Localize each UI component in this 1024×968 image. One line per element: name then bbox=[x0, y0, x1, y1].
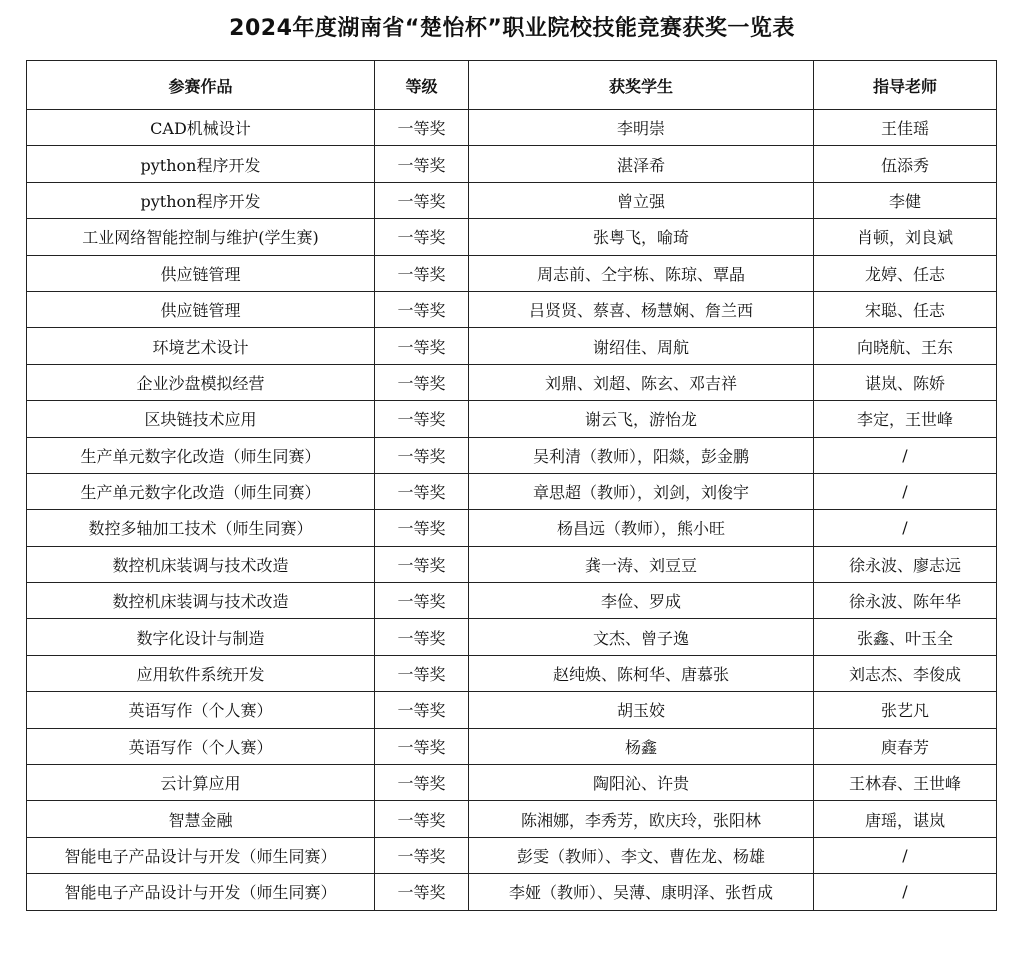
cell-students: 李明崇 bbox=[469, 110, 814, 146]
cell-teachers: 李定，王世峰 bbox=[814, 401, 997, 437]
table-row bbox=[27, 182, 997, 218]
column-header-teachers: 指导老师 bbox=[814, 61, 997, 110]
cell-work: 数控机床装调与技术改造 bbox=[27, 583, 375, 619]
cell-teachers: 谌岚、陈娇 bbox=[814, 364, 997, 400]
cell-level: 一等奖 bbox=[375, 874, 469, 910]
cell-work: 智慧金融 bbox=[27, 801, 375, 837]
cell-students: 赵纯焕、陈柯华、唐慕张 bbox=[469, 655, 814, 691]
table-row bbox=[27, 583, 997, 619]
table-row bbox=[27, 837, 997, 873]
cell-level: 一等奖 bbox=[375, 583, 469, 619]
cell-level: 一等奖 bbox=[375, 364, 469, 400]
cell-students: 文杰、曾子逸 bbox=[469, 619, 814, 655]
award-table bbox=[26, 60, 997, 911]
cell-students: 陶阳沁、许贵 bbox=[469, 765, 814, 801]
cell-students: 胡玉姣 bbox=[469, 692, 814, 728]
table-header-row bbox=[27, 61, 997, 110]
cell-teachers: 向晓航、王东 bbox=[814, 328, 997, 364]
cell-students: 吕贤贤、蔡喜、杨慧娴、詹兰西 bbox=[469, 291, 814, 327]
cell-level: 一等奖 bbox=[375, 437, 469, 473]
cell-level: 一等奖 bbox=[375, 328, 469, 364]
cell-work: 数字化设计与制造 bbox=[27, 619, 375, 655]
cell-students: 周志前、仝宇栋、陈琼、覃晶 bbox=[469, 255, 814, 291]
table-row bbox=[27, 510, 997, 546]
table-row bbox=[27, 146, 997, 182]
cell-level: 一等奖 bbox=[375, 182, 469, 218]
cell-teachers: 徐永波、廖志远 bbox=[814, 546, 997, 582]
cell-level: 一等奖 bbox=[375, 473, 469, 509]
cell-teachers: / bbox=[814, 837, 997, 873]
table-row bbox=[27, 692, 997, 728]
cell-level: 一等奖 bbox=[375, 110, 469, 146]
cell-teachers: 龙婷、任志 bbox=[814, 255, 997, 291]
cell-teachers: 李健 bbox=[814, 182, 997, 218]
cell-students: 谢绍佳、周航 bbox=[469, 328, 814, 364]
table-row bbox=[27, 364, 997, 400]
document-title: 2024年度湖南省“楚怡杯”职业院校技能竞赛获奖一览表 bbox=[229, 16, 795, 41]
cell-level: 一等奖 bbox=[375, 837, 469, 873]
cell-teachers: 庾春芳 bbox=[814, 728, 997, 764]
cell-students: 湛泽希 bbox=[469, 146, 814, 182]
cell-students: 谢云飞，游怡龙 bbox=[469, 401, 814, 437]
cell-work: 智能电子产品设计与开发（师生同赛） bbox=[27, 837, 375, 873]
column-header-level: 等级 bbox=[375, 61, 469, 110]
cell-work: 生产单元数字化改造（师生同赛） bbox=[27, 437, 375, 473]
table-row bbox=[27, 473, 997, 509]
cell-teachers: 唐瑶，谌岚 bbox=[814, 801, 997, 837]
cell-students: 张粤飞，喻琦 bbox=[469, 219, 814, 255]
cell-students: 吴利清（教师），阳燚，彭金鹏 bbox=[469, 437, 814, 473]
cell-level: 一等奖 bbox=[375, 146, 469, 182]
cell-work: 工业网络智能控制与维护(学生赛) bbox=[27, 219, 375, 255]
cell-work: 数控机床装调与技术改造 bbox=[27, 546, 375, 582]
cell-work: 生产单元数字化改造（师生同赛） bbox=[27, 473, 375, 509]
cell-students: 章思超（教师），刘剑，刘俊宇 bbox=[469, 473, 814, 509]
table-row bbox=[27, 728, 997, 764]
cell-level: 一等奖 bbox=[375, 219, 469, 255]
cell-work: 云计算应用 bbox=[27, 765, 375, 801]
table-row bbox=[27, 655, 997, 691]
cell-teachers: 王佳瑶 bbox=[814, 110, 997, 146]
table-row bbox=[27, 401, 997, 437]
cell-level: 一等奖 bbox=[375, 655, 469, 691]
cell-level: 一等奖 bbox=[375, 546, 469, 582]
column-header-students: 获奖学生 bbox=[469, 61, 814, 110]
cell-work: 环境艺术设计 bbox=[27, 328, 375, 364]
cell-students: 李娅（教师）、吴薄、康明泽、张哲成 bbox=[469, 874, 814, 910]
cell-teachers: 张艺凡 bbox=[814, 692, 997, 728]
cell-students: 彭雯（教师）、李文、曹佐龙、杨雄 bbox=[469, 837, 814, 873]
cell-work: 区块链技术应用 bbox=[27, 401, 375, 437]
table-row bbox=[27, 619, 997, 655]
cell-level: 一等奖 bbox=[375, 401, 469, 437]
table-row bbox=[27, 255, 997, 291]
cell-level: 一等奖 bbox=[375, 619, 469, 655]
cell-level: 一等奖 bbox=[375, 692, 469, 728]
cell-teachers: 张鑫、叶玉全 bbox=[814, 619, 997, 655]
cell-level: 一等奖 bbox=[375, 510, 469, 546]
table-row bbox=[27, 437, 997, 473]
cell-level: 一等奖 bbox=[375, 728, 469, 764]
cell-teachers: 王林春、王世峰 bbox=[814, 765, 997, 801]
table-row bbox=[27, 219, 997, 255]
cell-teachers: / bbox=[814, 874, 997, 910]
cell-work: 英语写作（个人赛） bbox=[27, 692, 375, 728]
table-row bbox=[27, 291, 997, 327]
cell-teachers: 刘志杰、李俊成 bbox=[814, 655, 997, 691]
table-row bbox=[27, 801, 997, 837]
cell-students: 刘鼎、刘超、陈玄、邓吉祥 bbox=[469, 364, 814, 400]
cell-work: 智能电子产品设计与开发（师生同赛） bbox=[27, 874, 375, 910]
cell-students: 杨昌远（教师），熊小旺 bbox=[469, 510, 814, 546]
table-row bbox=[27, 110, 997, 146]
cell-teachers: / bbox=[814, 437, 997, 473]
cell-work: 英语写作（个人赛） bbox=[27, 728, 375, 764]
cell-teachers: / bbox=[814, 510, 997, 546]
cell-work: 供应链管理 bbox=[27, 255, 375, 291]
table-row bbox=[27, 546, 997, 582]
cell-students: 曾立强 bbox=[469, 182, 814, 218]
cell-work: CAD机械设计 bbox=[27, 110, 375, 146]
cell-students: 龚一涛、刘豆豆 bbox=[469, 546, 814, 582]
cell-level: 一等奖 bbox=[375, 765, 469, 801]
table-row bbox=[27, 765, 997, 801]
cell-work: python程序开发 bbox=[27, 146, 375, 182]
table-body bbox=[27, 110, 997, 911]
cell-teachers: 伍添秀 bbox=[814, 146, 997, 182]
cell-work: python程序开发 bbox=[27, 182, 375, 218]
cell-students: 陈湘娜，李秀芳，欧庆玲，张阳林 bbox=[469, 801, 814, 837]
table-row bbox=[27, 328, 997, 364]
cell-teachers: / bbox=[814, 473, 997, 509]
cell-work: 企业沙盘模拟经营 bbox=[27, 364, 375, 400]
column-header-work: 参赛作品 bbox=[27, 61, 375, 110]
cell-work: 应用软件系统开发 bbox=[27, 655, 375, 691]
cell-teachers: 徐永波、陈年华 bbox=[814, 583, 997, 619]
cell-students: 李俭、罗成 bbox=[469, 583, 814, 619]
cell-teachers: 肖顿，刘良斌 bbox=[814, 219, 997, 255]
cell-teachers: 宋聪、任志 bbox=[814, 291, 997, 327]
cell-students: 杨鑫 bbox=[469, 728, 814, 764]
cell-level: 一等奖 bbox=[375, 801, 469, 837]
table-row bbox=[27, 874, 997, 910]
cell-level: 一等奖 bbox=[375, 291, 469, 327]
cell-level: 一等奖 bbox=[375, 255, 469, 291]
cell-work: 数控多轴加工技术（师生同赛） bbox=[27, 510, 375, 546]
cell-work: 供应链管理 bbox=[27, 291, 375, 327]
